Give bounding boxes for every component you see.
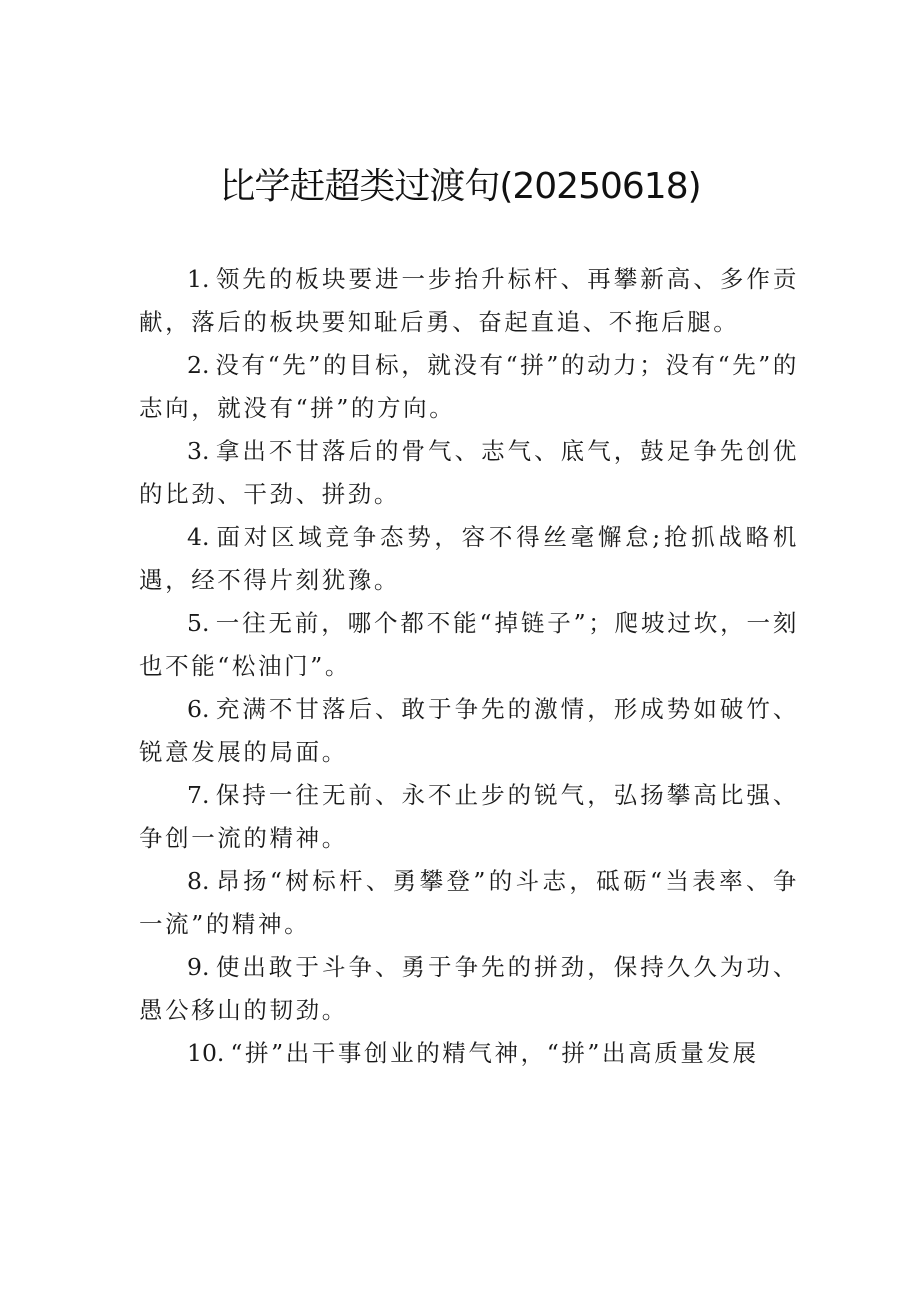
list-item bbox=[139, 344, 799, 430]
item-text: 面对区域竞争态势，容不得丝毫懈怠;抢抓战略机遇，经不得片刻犹豫。 bbox=[139, 523, 799, 594]
list-item bbox=[139, 774, 799, 860]
item-number: 5. bbox=[187, 609, 210, 637]
item-text: 使出敢于斗争、勇于争先的拼劲，保持久久为功、愚公移山的韧劲。 bbox=[139, 953, 799, 1024]
item-number: 7. bbox=[187, 781, 210, 809]
item-text: “拼”出干事创业的精气神，“拼”出高质量发展 bbox=[230, 1039, 759, 1067]
item-text: 充满不甘落后、敢于争先的激情，形成势如破竹、锐意发展的局面。 bbox=[139, 695, 799, 766]
item-number: 1. bbox=[187, 265, 210, 293]
list-item bbox=[139, 1032, 799, 1075]
list-item bbox=[139, 602, 799, 688]
item-text: 拿出不甘落后的骨气、志气、底气，鼓足争先创优的比劲、干劲、拼劲。 bbox=[139, 437, 799, 508]
item-number: 8. bbox=[187, 867, 210, 895]
item-text: 领先的板块要进一步抬升标杆、再攀新高、多作贡献，落后的板块要知耻后勇、奋起直追、不拖后腿。 bbox=[139, 265, 799, 336]
document-title: 比学赶超类过渡句(20250618) bbox=[219, 166, 701, 207]
item-number: 6. bbox=[187, 695, 210, 723]
list-item bbox=[139, 258, 799, 344]
list-item bbox=[139, 430, 799, 516]
list-item bbox=[139, 946, 799, 1032]
item-number: 3. bbox=[187, 437, 210, 465]
item-number: 2. bbox=[187, 351, 210, 379]
item-number: 4. bbox=[187, 523, 210, 551]
item-number: 9. bbox=[187, 953, 210, 981]
item-text: 保持一往无前、永不止步的锐气，弘扬攀高比强、争创一流的精神。 bbox=[139, 781, 799, 852]
list-item bbox=[139, 516, 799, 602]
list-item bbox=[139, 860, 799, 946]
item-text: 昂扬“树标杆、勇攀登”的斗志，砥砺“当表率、争一流”的精神。 bbox=[139, 867, 799, 938]
item-number: 10. bbox=[187, 1039, 225, 1067]
item-list bbox=[139, 258, 799, 1075]
item-text: 一往无前，哪个都不能“掉链子”；爬坡过坎，一刻也不能“松油门”。 bbox=[139, 609, 799, 680]
list-item bbox=[139, 688, 799, 774]
item-text: 没有“先”的目标，就没有“拼”的动力；没有“先”的志向，就没有“拼”的方向。 bbox=[139, 351, 800, 422]
